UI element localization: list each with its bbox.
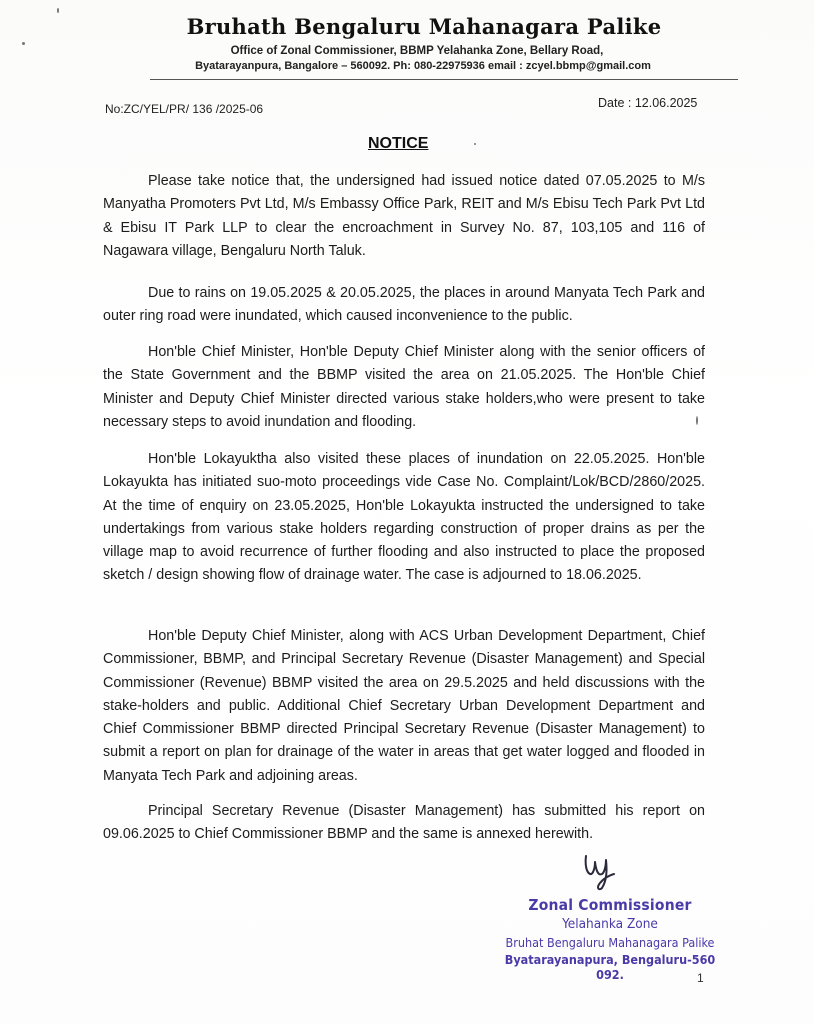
organization-name: Bruhath Bengaluru Mahanagara Palike: [186, 14, 662, 39]
scan-speck: [696, 416, 698, 425]
stamp-zone: Yelahanka Zone: [562, 916, 658, 932]
zonal-commissioner-stamp: [490, 896, 730, 982]
scan-speck: [57, 8, 59, 13]
scan-speck: [22, 42, 25, 45]
notice-paragraph-5: Hon'ble Deputy Chief Minister, along with ACS Urban Development Department, Chief Commissioner, BBMP, and Principal Secretary Revenue (Disaster Management) and Special Commissioner (Revenue) BBMP visited the area on 29.5.2025 and held discussions with the stake-holders and public. Additional Chief Secretary Urban Development Department and Chief Commissioner BBMP directed Principal Secretary Revenue (Disaster Management) to submit a report on plan for drainage of the water in areas that get water logged and flooded in Manyata Tech Park and adjoining areas.: [103, 628, 705, 784]
reference-number: No:ZC/YEL/PR/ 136 /2025-06: [105, 102, 264, 116]
handwritten-signature: [580, 850, 620, 892]
notice-paragraph-1: Please take notice that, the undersigned had issued notice dated 07.05.2025 to M/s Manyatha Promoters Pvt Ltd, M/s Embassy Office Park, REIT and M/s Ebisu Tech Park Pvt Ltd & Ebisu IT Park LLP to clear the encroachment in Survey No. 87, 103,105 and 116 of Nagawara village, Bengaluru North Taluk.: [103, 173, 705, 259]
notice-paragraph-6: Principal Secretary Revenue (Disaster Management) has submitted his report on 09.06.2025 to Chief Commissioner BBMP and the same is annexed herewith.: [103, 803, 705, 843]
scan-speck: [474, 143, 476, 145]
stamp-title: Zonal Commissioner: [528, 896, 692, 914]
notice-date: Date : 12.06.2025: [598, 96, 698, 110]
stamp-organization: Bruhat Bengaluru Mahanagara Palike: [505, 935, 715, 950]
office-address-line-1: Office of Zonal Commissioner, BBMP Yelahanka Zone, Bellary Road,: [230, 45, 604, 57]
letterhead-divider: [150, 79, 738, 80]
notice-paragraph-4: Hon'ble Lokayuktha also visited these places of inundation on 22.05.2025. Hon'ble Lokayukta has initiated suo-moto proceedings vide Case No. Complaint/Lok/BCD/2860/2025. At the time of enquiry on 23.05.2025, Hon'ble Lokayukta instructed the undersigned to take undertakings from various stake holders regarding construction of proper drains as per the village map to avoid recurrence of further flooding and also instructed to place the proposed sketch / design showing flow of drainage water. The case is adjourned to 18.06.2025.: [103, 451, 705, 584]
notice-title: NOTICE: [368, 135, 429, 152]
page-number: 1: [697, 971, 704, 985]
stamp-address: Byatarayanapura, Bengaluru-560 092.: [504, 952, 716, 982]
notice-paragraph-2: Due to rains on 19.05.2025 & 20.05.2025, the places in around Manyata Tech Park and outer ring road were inundated, which caused inconvenience to the public.: [103, 285, 705, 325]
notice-paragraph-3: Hon'ble Chief Minister, Hon'ble Deputy Chief Minister along with the senior officers of the State Government and the BBMP visited the area on 21.05.2025. The Hon'ble Chief Minister and Deputy Chief Minister directed various stake holders,who were present to take necessary steps to avoid inundation and flooding.: [103, 344, 705, 430]
office-address-line-2: Byatarayanpura, Bangalore – 560092. Ph: 080-22975936 email : zcyel.bbmp@gmail.com: [195, 60, 651, 72]
letterhead: [0, 14, 814, 72]
